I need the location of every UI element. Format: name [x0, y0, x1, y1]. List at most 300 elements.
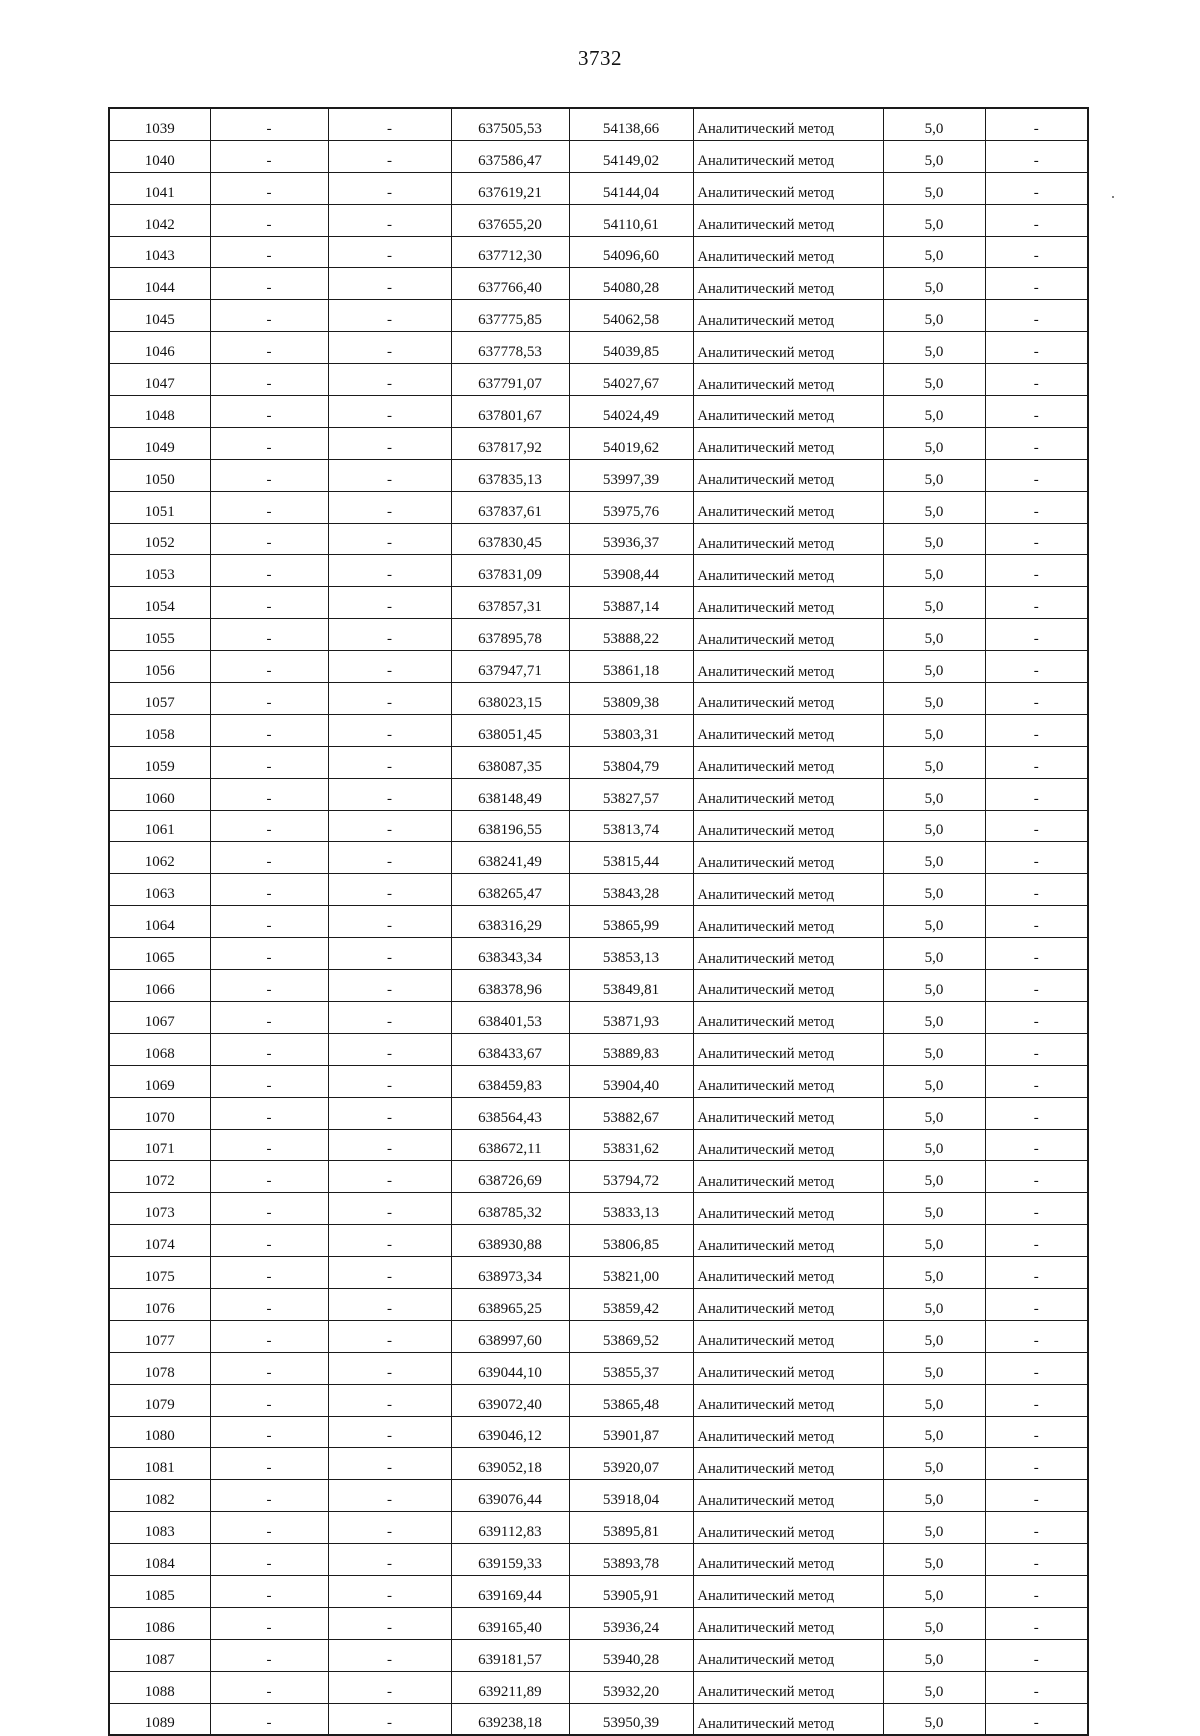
dash-cell: -	[328, 1544, 451, 1576]
y-coordinate-cell: 53889,83	[569, 1033, 693, 1065]
dash-cell: -	[210, 1161, 328, 1193]
dash-cell: -	[985, 906, 1088, 938]
dash-cell: -	[328, 1480, 451, 1512]
accuracy-cell: 5,0	[883, 1065, 985, 1097]
table-row	[109, 619, 1088, 651]
x-coordinate-cell: 638785,32	[451, 1193, 569, 1225]
accuracy-cell: 5,0	[883, 938, 985, 970]
point-number-cell: 1066	[109, 970, 210, 1002]
dash-cell: -	[985, 459, 1088, 491]
dash-cell: -	[985, 268, 1088, 300]
y-coordinate-cell: 53855,37	[569, 1352, 693, 1384]
y-coordinate-cell: 53861,18	[569, 651, 693, 683]
dash-cell: -	[210, 1097, 328, 1129]
point-number-cell: 1083	[109, 1512, 210, 1544]
y-coordinate-cell: 53804,79	[569, 746, 693, 778]
x-coordinate-cell: 639044,10	[451, 1352, 569, 1384]
table-row	[109, 842, 1088, 874]
table-row	[109, 1607, 1088, 1639]
method-cell: Аналитический метод	[693, 1416, 883, 1448]
method-cell: Аналитический метод	[693, 1607, 883, 1639]
accuracy-cell: 5,0	[883, 1416, 985, 1448]
method-cell: Аналитический метод	[693, 906, 883, 938]
y-coordinate-cell: 53918,04	[569, 1480, 693, 1512]
dash-cell: -	[210, 204, 328, 236]
dash-cell: -	[210, 1448, 328, 1480]
y-coordinate-cell: 53843,28	[569, 874, 693, 906]
y-coordinate-cell: 53936,24	[569, 1607, 693, 1639]
method-cell: Аналитический метод	[693, 459, 883, 491]
x-coordinate-cell: 637586,47	[451, 140, 569, 172]
x-coordinate-cell: 638265,47	[451, 874, 569, 906]
accuracy-cell: 5,0	[883, 778, 985, 810]
dash-cell: -	[328, 204, 451, 236]
dash-cell: -	[985, 364, 1088, 396]
x-coordinate-cell: 639159,33	[451, 1544, 569, 1576]
dash-cell: -	[328, 1416, 451, 1448]
point-number-cell: 1064	[109, 906, 210, 938]
x-coordinate-cell: 638087,35	[451, 746, 569, 778]
dash-cell: -	[328, 1384, 451, 1416]
x-coordinate-cell: 637830,45	[451, 523, 569, 555]
x-coordinate-cell: 638316,29	[451, 906, 569, 938]
x-coordinate-cell: 637837,61	[451, 491, 569, 523]
x-coordinate-cell: 638023,15	[451, 683, 569, 715]
point-number-cell: 1069	[109, 1065, 210, 1097]
accuracy-cell: 5,0	[883, 140, 985, 172]
table-row	[109, 810, 1088, 842]
point-number-cell: 1057	[109, 683, 210, 715]
dash-cell: -	[328, 1129, 451, 1161]
dash-cell: -	[210, 396, 328, 428]
accuracy-cell: 5,0	[883, 714, 985, 746]
point-number-cell: 1087	[109, 1639, 210, 1671]
x-coordinate-cell: 637775,85	[451, 300, 569, 332]
point-number-cell: 1055	[109, 619, 210, 651]
point-number-cell: 1063	[109, 874, 210, 906]
accuracy-cell: 5,0	[883, 1193, 985, 1225]
dash-cell: -	[328, 619, 451, 651]
dash-cell: -	[210, 555, 328, 587]
accuracy-cell: 5,0	[883, 1129, 985, 1161]
x-coordinate-cell: 639052,18	[451, 1448, 569, 1480]
dash-cell: -	[328, 714, 451, 746]
accuracy-cell: 5,0	[883, 204, 985, 236]
accuracy-cell: 5,0	[883, 619, 985, 651]
page-number: 3732	[578, 46, 622, 70]
accuracy-cell: 5,0	[883, 1607, 985, 1639]
dash-cell: -	[985, 1544, 1088, 1576]
method-cell: Аналитический метод	[693, 842, 883, 874]
dash-cell: -	[210, 332, 328, 364]
dash-cell: -	[985, 587, 1088, 619]
dash-cell: -	[985, 1001, 1088, 1033]
table-row	[109, 778, 1088, 810]
table-row	[109, 459, 1088, 491]
dash-cell: -	[985, 1384, 1088, 1416]
method-cell: Аналитический метод	[693, 555, 883, 587]
table-row	[109, 364, 1088, 396]
table-row	[109, 1097, 1088, 1129]
dash-cell: -	[210, 874, 328, 906]
dash-cell: -	[985, 555, 1088, 587]
point-number-cell: 1073	[109, 1193, 210, 1225]
accuracy-cell: 5,0	[883, 268, 985, 300]
method-cell: Аналитический метод	[693, 874, 883, 906]
dash-cell: -	[985, 1193, 1088, 1225]
dash-cell: -	[210, 587, 328, 619]
point-number-cell: 1068	[109, 1033, 210, 1065]
y-coordinate-cell: 54149,02	[569, 140, 693, 172]
method-cell: Аналитический метод	[693, 1320, 883, 1352]
x-coordinate-cell: 639112,83	[451, 1512, 569, 1544]
accuracy-cell: 5,0	[883, 746, 985, 778]
point-number-cell: 1078	[109, 1352, 210, 1384]
accuracy-cell: 5,0	[883, 1288, 985, 1320]
point-number-cell: 1071	[109, 1129, 210, 1161]
table-row	[109, 1257, 1088, 1289]
dash-cell: -	[210, 1288, 328, 1320]
method-cell: Аналитический метод	[693, 970, 883, 1002]
dash-cell: -	[210, 523, 328, 555]
table-row	[109, 874, 1088, 906]
accuracy-cell: 5,0	[883, 364, 985, 396]
table-row	[109, 1703, 1088, 1735]
accuracy-cell: 5,0	[883, 1033, 985, 1065]
table-row	[109, 746, 1088, 778]
method-cell: Аналитический метод	[693, 619, 883, 651]
table-row	[109, 1352, 1088, 1384]
table-row	[109, 172, 1088, 204]
dash-cell: -	[985, 1448, 1088, 1480]
point-number-cell: 1072	[109, 1161, 210, 1193]
dash-cell: -	[985, 1288, 1088, 1320]
dash-cell: -	[328, 1703, 451, 1735]
dash-cell: -	[210, 714, 328, 746]
dash-cell: -	[328, 172, 451, 204]
point-number-cell: 1089	[109, 1703, 210, 1735]
dash-cell: -	[210, 1352, 328, 1384]
dash-cell: -	[328, 970, 451, 1002]
method-cell: Аналитический метод	[693, 810, 883, 842]
accuracy-cell: 5,0	[883, 587, 985, 619]
table-row	[109, 491, 1088, 523]
dash-cell: -	[210, 746, 328, 778]
x-coordinate-cell: 638196,55	[451, 810, 569, 842]
dash-cell: -	[328, 1448, 451, 1480]
dash-cell: -	[985, 1703, 1088, 1735]
dash-cell: -	[210, 1480, 328, 1512]
dash-cell: -	[985, 332, 1088, 364]
y-coordinate-cell: 53853,13	[569, 938, 693, 970]
method-cell: Аналитический метод	[693, 1448, 883, 1480]
dash-cell: -	[985, 172, 1088, 204]
y-coordinate-cell: 54019,62	[569, 427, 693, 459]
x-coordinate-cell: 638051,45	[451, 714, 569, 746]
dash-cell: -	[985, 938, 1088, 970]
point-number-cell: 1041	[109, 172, 210, 204]
dash-cell: -	[328, 523, 451, 555]
y-coordinate-cell: 54138,66	[569, 108, 693, 140]
accuracy-cell: 5,0	[883, 1161, 985, 1193]
y-coordinate-cell: 53815,44	[569, 842, 693, 874]
accuracy-cell: 5,0	[883, 810, 985, 842]
method-cell: Аналитический метод	[693, 491, 883, 523]
table-row	[109, 683, 1088, 715]
x-coordinate-cell: 638564,43	[451, 1097, 569, 1129]
dash-cell: -	[210, 236, 328, 268]
dash-cell: -	[985, 810, 1088, 842]
x-coordinate-cell: 638672,11	[451, 1129, 569, 1161]
table-row	[109, 1161, 1088, 1193]
dash-cell: -	[985, 1033, 1088, 1065]
y-coordinate-cell: 54027,67	[569, 364, 693, 396]
dash-cell: -	[328, 555, 451, 587]
table-row	[109, 427, 1088, 459]
dash-cell: -	[985, 683, 1088, 715]
dash-cell: -	[985, 427, 1088, 459]
point-number-cell: 1045	[109, 300, 210, 332]
dash-cell: -	[985, 1575, 1088, 1607]
y-coordinate-cell: 53869,52	[569, 1320, 693, 1352]
table-row	[109, 396, 1088, 428]
x-coordinate-cell: 638241,49	[451, 842, 569, 874]
x-coordinate-cell: 639238,18	[451, 1703, 569, 1735]
table-row	[109, 332, 1088, 364]
dash-cell: -	[210, 108, 328, 140]
method-cell: Аналитический метод	[693, 1033, 883, 1065]
x-coordinate-cell: 637619,21	[451, 172, 569, 204]
dash-cell: -	[985, 842, 1088, 874]
y-coordinate-cell: 53871,93	[569, 1001, 693, 1033]
method-cell: Аналитический метод	[693, 523, 883, 555]
y-coordinate-cell: 53827,57	[569, 778, 693, 810]
table-row	[109, 204, 1088, 236]
method-cell: Аналитический метод	[693, 1129, 883, 1161]
dash-cell: -	[328, 364, 451, 396]
dash-cell: -	[985, 108, 1088, 140]
table-row	[109, 1544, 1088, 1576]
dash-cell: -	[328, 236, 451, 268]
dash-cell: -	[985, 1607, 1088, 1639]
x-coordinate-cell: 638726,69	[451, 1161, 569, 1193]
accuracy-cell: 5,0	[883, 1257, 985, 1289]
dash-cell: -	[985, 1320, 1088, 1352]
table-row	[109, 1416, 1088, 1448]
dash-cell: -	[328, 1671, 451, 1703]
x-coordinate-cell: 639046,12	[451, 1416, 569, 1448]
dash-cell: -	[210, 459, 328, 491]
dash-cell: -	[210, 842, 328, 874]
x-coordinate-cell: 637835,13	[451, 459, 569, 491]
method-cell: Аналитический метод	[693, 140, 883, 172]
dash-cell: -	[985, 236, 1088, 268]
table-row	[109, 1575, 1088, 1607]
point-number-cell: 1042	[109, 204, 210, 236]
y-coordinate-cell: 53809,38	[569, 683, 693, 715]
table-row	[109, 714, 1088, 746]
method-cell: Аналитический метод	[693, 332, 883, 364]
dash-cell: -	[210, 1416, 328, 1448]
dash-cell: -	[985, 1257, 1088, 1289]
dash-cell: -	[210, 364, 328, 396]
point-number-cell: 1077	[109, 1320, 210, 1352]
method-cell: Аналитический метод	[693, 204, 883, 236]
accuracy-cell: 5,0	[883, 555, 985, 587]
table-row	[109, 1288, 1088, 1320]
y-coordinate-cell: 53887,14	[569, 587, 693, 619]
accuracy-cell: 5,0	[883, 1544, 985, 1576]
point-number-cell: 1047	[109, 364, 210, 396]
method-cell: Аналитический метод	[693, 1703, 883, 1735]
y-coordinate-cell: 53908,44	[569, 555, 693, 587]
method-cell: Аналитический метод	[693, 1001, 883, 1033]
accuracy-cell: 5,0	[883, 300, 985, 332]
dash-cell: -	[210, 172, 328, 204]
table-row	[109, 300, 1088, 332]
dash-cell: -	[328, 651, 451, 683]
accuracy-cell: 5,0	[883, 1225, 985, 1257]
method-cell: Аналитический метод	[693, 1225, 883, 1257]
dash-cell: -	[328, 1575, 451, 1607]
dash-cell: -	[328, 842, 451, 874]
point-number-cell: 1075	[109, 1257, 210, 1289]
accuracy-cell: 5,0	[883, 396, 985, 428]
dash-cell: -	[210, 140, 328, 172]
dash-cell: -	[985, 874, 1088, 906]
dash-cell: -	[210, 938, 328, 970]
method-cell: Аналитический метод	[693, 364, 883, 396]
y-coordinate-cell: 53950,39	[569, 1703, 693, 1735]
dash-cell: -	[210, 1065, 328, 1097]
dash-cell: -	[210, 1512, 328, 1544]
point-number-cell: 1048	[109, 396, 210, 428]
dash-cell: -	[210, 1033, 328, 1065]
dash-cell: -	[985, 1639, 1088, 1671]
dash-cell: -	[985, 523, 1088, 555]
dash-cell: -	[210, 1193, 328, 1225]
dash-cell: -	[985, 970, 1088, 1002]
dash-cell: -	[210, 683, 328, 715]
dash-cell: -	[210, 1001, 328, 1033]
dash-cell: -	[985, 778, 1088, 810]
dash-cell: -	[328, 1257, 451, 1289]
dash-cell: -	[210, 1384, 328, 1416]
point-number-cell: 1051	[109, 491, 210, 523]
dash-cell: -	[210, 491, 328, 523]
method-cell: Аналитический метод	[693, 1097, 883, 1129]
x-coordinate-cell: 639072,40	[451, 1384, 569, 1416]
y-coordinate-cell: 53895,81	[569, 1512, 693, 1544]
dash-cell: -	[210, 1320, 328, 1352]
point-number-cell: 1084	[109, 1544, 210, 1576]
y-coordinate-cell: 53920,07	[569, 1448, 693, 1480]
x-coordinate-cell: 639211,89	[451, 1671, 569, 1703]
table-row	[109, 1512, 1088, 1544]
table-row	[109, 1065, 1088, 1097]
table-row	[109, 1033, 1088, 1065]
dash-cell: -	[328, 906, 451, 938]
table-row	[109, 1129, 1088, 1161]
y-coordinate-cell: 54062,58	[569, 300, 693, 332]
accuracy-cell: 5,0	[883, 1352, 985, 1384]
point-number-cell: 1052	[109, 523, 210, 555]
y-coordinate-cell: 54080,28	[569, 268, 693, 300]
method-cell: Аналитический метод	[693, 1257, 883, 1289]
point-number-cell: 1059	[109, 746, 210, 778]
dash-cell: -	[210, 906, 328, 938]
point-number-cell: 1085	[109, 1575, 210, 1607]
y-coordinate-cell: 53833,13	[569, 1193, 693, 1225]
accuracy-cell: 5,0	[883, 1703, 985, 1735]
y-coordinate-cell: 53936,37	[569, 523, 693, 555]
dash-cell: -	[328, 778, 451, 810]
table-row	[109, 1225, 1088, 1257]
accuracy-cell: 5,0	[883, 491, 985, 523]
x-coordinate-cell: 637505,53	[451, 108, 569, 140]
point-number-cell: 1050	[109, 459, 210, 491]
table-body	[109, 108, 1088, 1735]
y-coordinate-cell: 54110,61	[569, 204, 693, 236]
point-number-cell: 1081	[109, 1448, 210, 1480]
dash-cell: -	[210, 778, 328, 810]
dash-cell: -	[328, 1512, 451, 1544]
dash-cell: -	[210, 1257, 328, 1289]
dash-cell: -	[985, 204, 1088, 236]
dash-cell: -	[985, 1161, 1088, 1193]
table-row	[109, 1480, 1088, 1512]
y-coordinate-cell: 53865,99	[569, 906, 693, 938]
y-coordinate-cell: 53905,91	[569, 1575, 693, 1607]
table-row	[109, 906, 1088, 938]
x-coordinate-cell: 637655,20	[451, 204, 569, 236]
y-coordinate-cell: 53806,85	[569, 1225, 693, 1257]
method-cell: Аналитический метод	[693, 1065, 883, 1097]
dash-cell: -	[210, 300, 328, 332]
dash-cell: -	[328, 1033, 451, 1065]
point-number-cell: 1043	[109, 236, 210, 268]
accuracy-cell: 5,0	[883, 1671, 985, 1703]
accuracy-cell: 5,0	[883, 1480, 985, 1512]
dash-cell: -	[210, 427, 328, 459]
y-coordinate-cell: 53997,39	[569, 459, 693, 491]
x-coordinate-cell: 637766,40	[451, 268, 569, 300]
dash-cell: -	[328, 683, 451, 715]
accuracy-cell: 5,0	[883, 906, 985, 938]
dash-cell: -	[985, 300, 1088, 332]
dash-cell: -	[328, 1639, 451, 1671]
method-cell: Аналитический метод	[693, 1193, 883, 1225]
x-coordinate-cell: 639165,40	[451, 1607, 569, 1639]
dash-cell: -	[210, 1671, 328, 1703]
method-cell: Аналитический метод	[693, 938, 883, 970]
dash-cell: -	[985, 1352, 1088, 1384]
table-row	[109, 970, 1088, 1002]
dash-cell: -	[328, 1193, 451, 1225]
dash-cell: -	[328, 427, 451, 459]
x-coordinate-cell: 637791,07	[451, 364, 569, 396]
dash-cell: -	[328, 1161, 451, 1193]
point-number-cell: 1065	[109, 938, 210, 970]
method-cell: Аналитический метод	[693, 1352, 883, 1384]
x-coordinate-cell: 638148,49	[451, 778, 569, 810]
y-coordinate-cell: 54144,04	[569, 172, 693, 204]
point-number-cell: 1054	[109, 587, 210, 619]
table-row	[109, 268, 1088, 300]
dash-cell: -	[328, 268, 451, 300]
accuracy-cell: 5,0	[883, 1512, 985, 1544]
x-coordinate-cell: 639181,57	[451, 1639, 569, 1671]
